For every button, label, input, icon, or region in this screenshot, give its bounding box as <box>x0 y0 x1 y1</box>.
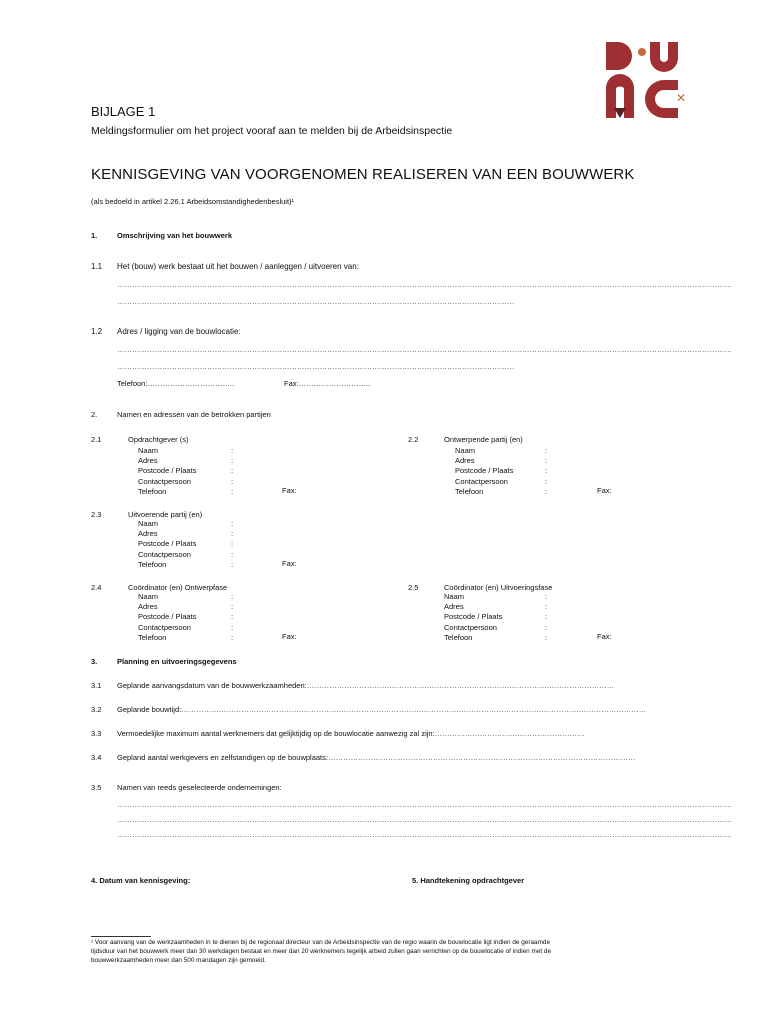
q34-num: 3.4 <box>91 753 102 762</box>
fax-field[interactable]: Fax:……………………….. <box>284 379 371 388</box>
q11-label: Het (bouw) werk bestaat uit het bouwen / aanleggen / uitvoeren van: <box>117 262 359 271</box>
q12-answer-line[interactable]: …………………………………………………………………………………………………………………………………………… <box>117 362 515 371</box>
p21-fax: Fax: <box>282 486 297 495</box>
s3-heading: Planning en uitvoeringsgegevens <box>117 657 237 666</box>
q31-label: Geplande aanvangsdatum van de bouwwerkzaamheden: <box>117 681 307 690</box>
q11-answer-line[interactable]: …………………………………………………………………………………………………………………………………………… <box>117 297 515 306</box>
q11-answer-line[interactable]: ………………………………………………………………………………………………………………………………………………………………………………………………………………………… <box>117 280 732 289</box>
p24-label: Coördinator (en) Ontwerpfase <box>128 583 228 592</box>
s2-num: 2. <box>91 410 98 419</box>
q32-num: 3.2 <box>91 705 102 714</box>
bijlage-label: BIJLAGE 1 <box>91 104 156 119</box>
p22-num: 2.2 <box>408 435 419 444</box>
q12-num: 1.2 <box>91 327 103 336</box>
dunc-logo <box>604 40 688 120</box>
s2-heading: Namen en adressen van de betrokken partijen <box>117 410 271 419</box>
p22-label: Ontwerpende partij (en) <box>444 435 523 444</box>
q31-row[interactable]: Geplande aanvangsdatum van de bouwwerkzaamheden:…………………………………………………………………………………………………………… <box>117 681 615 690</box>
subtitle: Meldingsformulier om het project vooraf aan te melden bij de Arbeidsinspectie <box>91 125 453 137</box>
p25-label: Coördinator (en) Uitvoeringsfase <box>444 583 553 592</box>
p23-fax: Fax: <box>282 559 297 568</box>
telefoon-field[interactable]: Telefoon:…………………………….. <box>117 379 235 388</box>
q33-num: 3.3 <box>91 729 102 738</box>
s3-num: 3. <box>91 657 98 666</box>
q34-label: Gepland aantal werkgevers en zelfstandigen op de bouwplaats: <box>117 753 328 762</box>
q33-label: Vermoedelijke maximum aantal werknemers dat gelijktijdig op de bouwlocatie aanwezig zal zijn: <box>117 729 435 738</box>
s1-num: 1. <box>91 231 98 240</box>
svg-text:✕: ✕ <box>676 91 687 105</box>
p24-num: 2.4 <box>91 583 102 592</box>
p23-label: Uitvoerende partij (en) <box>128 510 203 519</box>
p21-colons: : : : : : <box>231 446 234 496</box>
s1-heading: Omschrijving van het bouwwerk <box>117 231 233 240</box>
q35-answer-line[interactable]: ………………………………………………………………………………………………………………………………………………………………………………………………………………………… <box>117 830 732 839</box>
p21-fields: Naam Adres Postcode / Plaats Contactpersoon Telefoon <box>138 446 197 496</box>
p21-num: 2.1 <box>91 435 102 444</box>
q34-row[interactable]: Gepland aantal werkgevers en zelfstandigen op de bouwplaats:…………………………………………………………………………………………………………… <box>117 753 636 762</box>
q31-num: 3.1 <box>91 681 102 690</box>
q33-row[interactable]: Vermoedelijke maximum aantal werknemers dat gelijktijdig op de bouwlocatie aanwezig zal zijn:…………………………………………………… <box>117 729 585 738</box>
p25-fax: Fax: <box>597 632 612 641</box>
q35-answer-line[interactable]: ………………………………………………………………………………………………………………………………………………………………………………………………………………………… <box>117 800 732 809</box>
footnote-rule <box>91 936 151 937</box>
p24-colons: : : : : : <box>231 592 234 642</box>
handtekening-label: 5. Handtekening opdrachtgever <box>412 876 525 885</box>
q35-label: Namen van reeds geselecteerde ondernemingen: <box>117 783 282 792</box>
q32-row[interactable]: Geplande bouwtijd:…………………………………………………………………………………………………………………………………………………………………… <box>117 705 647 714</box>
q35-num: 3.5 <box>91 783 102 792</box>
p21-label: Opdrachtgever (s) <box>128 435 189 444</box>
p23-fields: Naam Adres Postcode / Plaats Contactpersoon Telefoon <box>138 519 197 569</box>
p22-fax: Fax: <box>597 486 612 495</box>
q11-num: 1.1 <box>91 262 103 271</box>
q32-label: Geplande bouwtijd: <box>117 705 182 714</box>
q12-answer-line[interactable]: ………………………………………………………………………………………………………………………………………………………………………………………………………………………… <box>117 345 732 354</box>
p24-fax: Fax: <box>282 632 297 641</box>
q35-answer-line[interactable]: ………………………………………………………………………………………………………………………………………………………………………………………………………………………… <box>117 815 732 824</box>
footnote: ¹ Voor aanvang van de werkzaamheden in te dienen bij de regionaal directeur van de Arbeidsinspectie van de regio waarin de bouwlocatie ligt indien de geraamde tijdsduur van het bouwwerk meer dan 30 werkdagen bestaat en meer dan 20 werknemers tegelijk arbeid zullen gaan verrichten op de bouwlocatie of indien met de bouwwerkzaamheden meer dan 500 mandagen zijn gemoeid. <box>91 939 552 964</box>
p24-fields: Naam Adres Postcode / Plaats Contactpersoon Telefoon <box>138 592 197 642</box>
p23-num: 2.3 <box>91 510 102 519</box>
p23-colons: : : : : : <box>231 519 234 569</box>
datum-kennisgeving-label: 4. Datum van kennisgeving: <box>91 876 191 885</box>
p25-fields: Naam Adres Postcode / Plaats Contactpersoon Telefoon <box>444 592 503 642</box>
p25-num: 2.5 <box>408 583 419 592</box>
p22-colons: : : : : : <box>545 446 548 496</box>
q12-label: Adres / ligging van de bouwlocatie: <box>117 327 241 336</box>
article-note: (als bedoeld in artikel 2.26.1 Arbeidsomstandighedenbesluit)¹ <box>91 197 295 206</box>
p25-colons: : : : : : <box>545 592 548 642</box>
page-title: KENNISGEVING VAN VOORGENOMEN REALISEREN VAN EEN BOUWWERK <box>91 166 635 183</box>
p22-fields: Naam Adres Postcode / Plaats Contactpersoon Telefoon <box>455 446 514 496</box>
